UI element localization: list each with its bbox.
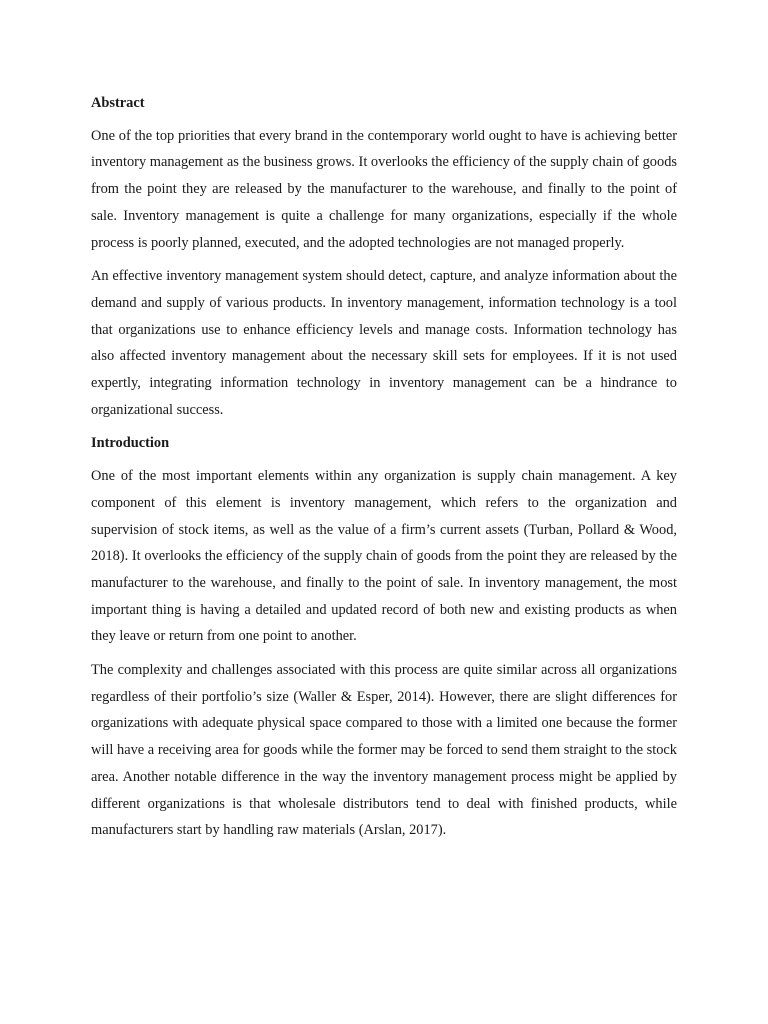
introduction-heading: Introduction (91, 435, 170, 452)
document-body (91, 90, 677, 851)
introduction-paragraph-1: One of the most important elements within any organization is supply chain management. A key component of this element is inventory management, which refers to the organization and supervision of stock items, as well as the value of a firm’s current assets (Turban, Pollard & Wood, 2018). It overlooks the efficiency of the supply chain of goods from the point they are released by the manufacturer to the warehouse, and finally to the point of sale. In inventory management, the most important thing is having a detailed and updated record of both new and existing products as when they leave or return from one point to another. (91, 468, 677, 645)
abstract-paragraph-1: One of the top priorities that every brand in the contemporary world ought to have is achieving better inventory management as the business grows. It overlooks the efficiency of the supply chain of goods from the point they are released by the manufacturer to the warehouse, and finally to the point of sale. Inventory management is quite a challenge for many organizations, especially if the whole process is poorly planned, executed, and the adopted technologies are not managed properly. (91, 127, 677, 251)
abstract-heading: Abstract (91, 95, 145, 111)
abstract-paragraph-2: An effective inventory management system should detect, capture, and analyze information about the demand and supply of various products. In inventory management, information technology is a tool that organizations use to enhance efficiency levels and manage costs. Information technology has also affected inventory management about the necessary skill sets for employees. If it is not used expertly, integrating information technology in inventory management can be a hindrance to organizational success. (91, 268, 677, 418)
introduction-paragraph-2: The complexity and challenges associated with this process are quite similar across all organizations regardless of their portfolio’s size (Waller & Esper, 2014). However, there are slight differences for organizations with adequate physical space compared to those with a limited one because the former will have a receiving area for goods while the former may be forced to send them straight to the stock area. Another notable difference in the way the inventory management process might be applied by different organizations is that wholesale distributors tend to deal with finished products, while manufacturers start by handling raw materials (Arslan, 2017). (91, 662, 677, 839)
